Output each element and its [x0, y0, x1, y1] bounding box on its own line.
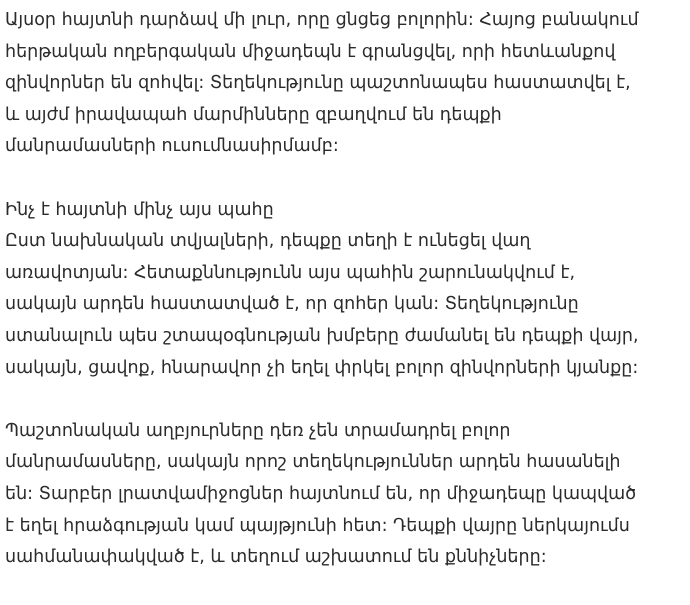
text-line: և այժմ իրավապահ մարմինները զբաղվում են դեպքի: [5, 104, 502, 125]
section-what-is-known: [5, 195, 685, 385]
text-line: հերթական ողբերգական միջադեպն է գրանցվել, որի հետևանքով: [5, 41, 616, 62]
text-line: Պաշտոնական աղբյուրները դեռ չեն տրամադրել բոլոր: [5, 420, 511, 441]
text-line: զինվորներ են զոհվել: Տեղեկությունը պաշտոնապես հաստատվել է,: [5, 73, 631, 94]
paragraph-intro: [5, 5, 685, 163]
text-line: են: Տարբեր լրատվամիջոցներ հայտնում են, որ միջադեպը կապված: [5, 483, 637, 504]
section-heading: Ինչ է հայտնի մինչ այս պահը: [5, 199, 274, 220]
text-line: Ըստ նախնական տվյալների, դեպքը տեղի է ունեցել վաղ: [5, 231, 531, 252]
paragraph-details: [5, 226, 685, 384]
text-line: առավոտյան: Հետաքննությունն այս պահին շարունակվում է,: [5, 262, 576, 283]
text-line: Այսօր հայտնի դարձավ մի լուր, որը ցնցեց բոլորին: Հայոց բանակում: [5, 10, 639, 30]
text-line: մանրամասները, սակայն որոշ տեղեկություններ արդեն հասանելի: [5, 452, 621, 473]
paragraph-sources: [5, 416, 685, 574]
text-line: է եղել հրաձգության կամ պայթյունի հետ: Դեպքի վայրը ներկայումս: [5, 515, 630, 536]
article-body: [5, 5, 685, 605]
text-line: ստանալուն պես շտապօգնության խմբերը ժամանել են դեպքի վայր,: [5, 325, 639, 346]
text-line: մանրամասների ուսումնասիրմամբ:: [5, 136, 339, 157]
text-line: սահմանափակված է, և տեղում աշխատում են քննիչները:: [5, 547, 547, 568]
text-line: սակայն արդեն հաստատված է, որ զոհեր կան: Տեղեկությունը: [5, 294, 579, 315]
text-line: սակայն, ցավոք, հնարավոր չի եղել փրկել բոլոր զինվորների կյանքը:: [5, 357, 639, 378]
